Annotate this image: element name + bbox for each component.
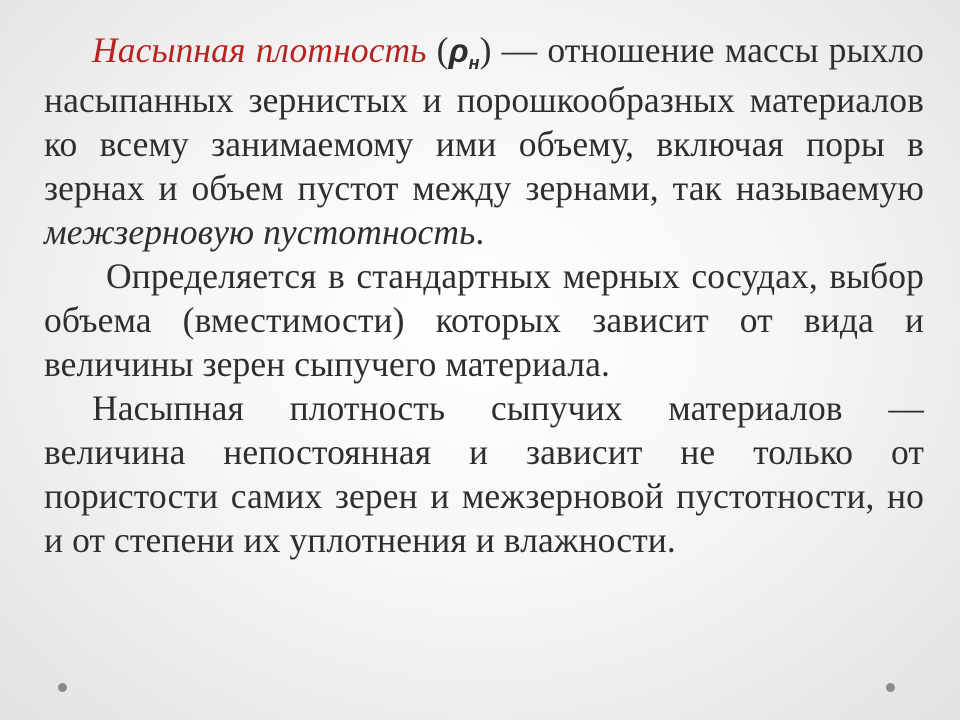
bullet-dot-right-icon — [886, 683, 895, 692]
measurement-paragraph: Определяется в стандартных мерных сосудах, выбор объема (вместимости) которых зависит от вида и величины зерен сыпучего материала. — [44, 256, 924, 384]
density-symbol-subscript: н — [468, 53, 480, 73]
term-bulk-density: Насыпная плотность — [92, 30, 427, 70]
definition-end: . — [475, 212, 485, 252]
open-paren: ( — [426, 30, 449, 70]
definition-text: ) — отношение массы рыхло насыпанных зернистых и порошкообразных материалов ко всему занимаемому ими объему, включая поры в зернах и объем пустот между зернами, так называемую — [44, 30, 924, 208]
emphasis-intergranular-voidness: межзерновую пустотность — [44, 212, 476, 252]
slide-content — [44, 28, 924, 668]
definition-paragraph — [44, 28, 924, 254]
bullet-dot-left-icon — [58, 683, 67, 692]
dependency-paragraph: Насыпная плотность сыпучих материалов — величина непостоянная и зависит не только от пористости самих зерен и межзерновой пустотности, но и от степени их уплотнения и влажности. — [44, 388, 924, 560]
density-symbol: ρ — [448, 32, 469, 69]
